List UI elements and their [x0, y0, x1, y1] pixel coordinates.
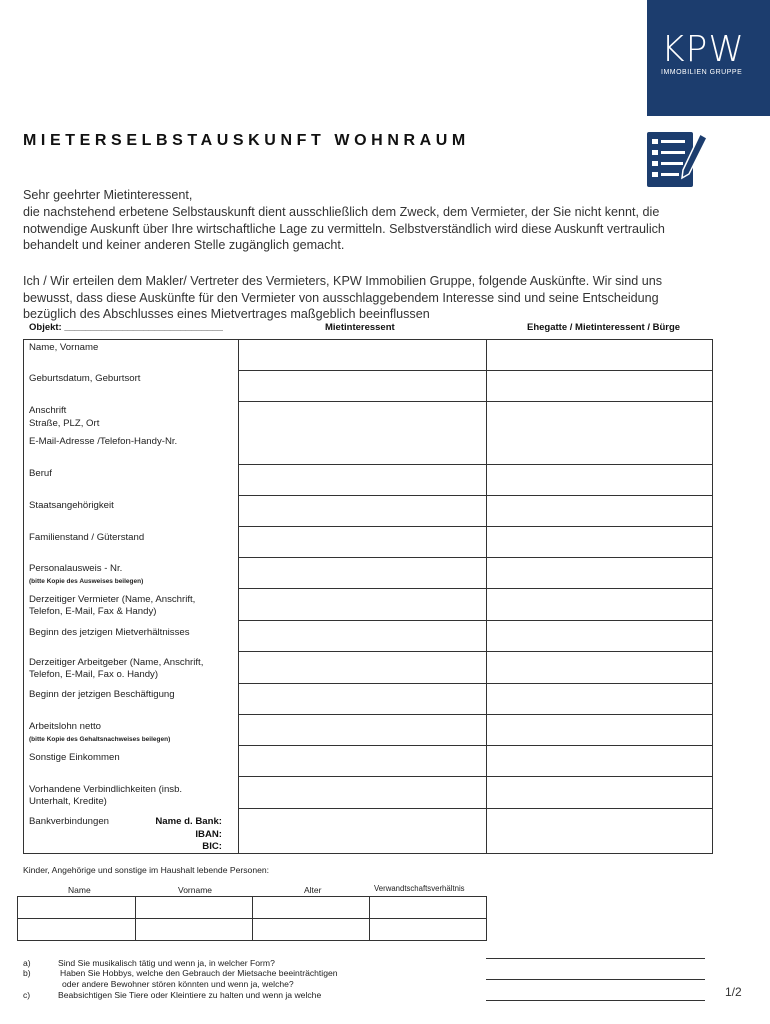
- kids-col-vorname: Vorname: [178, 885, 213, 895]
- bank-bic-label: BIC:: [202, 841, 222, 853]
- objekt-field[interactable]: Objekt: ______________________________: [29, 322, 223, 333]
- form-checklist-icon: [646, 130, 708, 188]
- bank-subfields: [120, 816, 222, 854]
- row-note-id: (bitte Kopie des Ausweises beilegen): [29, 578, 144, 585]
- answer-line-c[interactable]: [486, 1000, 705, 1001]
- row-label-employer: Derzeitiger Arbeitgeber (Name, Anschrift,: [29, 657, 204, 668]
- row-label-email-phone: E-Mail-Adresse /Telefon-Handy-Nr.: [29, 436, 178, 447]
- document-title: MIETERSELBSTAUSKUNFT WOHNRAUM: [23, 132, 470, 149]
- kids-col-name: Name: [68, 885, 91, 895]
- row-label-bank: Bankverbindungen: [29, 816, 110, 827]
- intro-text: die nachstehend erbetene Selbstauskunft dient ausschließlich dem Zweck, dem Vermieter, der Sie nicht kennt, die notwendige Auskunft über Ihre wirtschaftliche Lage zu vermitteln. Selbstverständlich wird diese Auskunft vertraulich behandelt und keiner anderen Stelle zugänglich gemacht.: [23, 205, 665, 253]
- row-label-address: Anschrift: [29, 405, 67, 416]
- bank-iban-label: IBAN:: [195, 828, 222, 840]
- row-label-salary: Arbeitslohn netto: [29, 721, 101, 732]
- logo-wordmark: KPW: [661, 29, 745, 70]
- logo-subtitle: IMMOBILIEN GRUPPE: [661, 69, 743, 76]
- answer-line-b[interactable]: [486, 979, 705, 980]
- row-label-liabilities: Vorhandene Verbindlichkeiten (insb.: [29, 784, 183, 795]
- row-label-nationality: Staatsangehörigkeit: [29, 500, 114, 511]
- intro-greeting: Sehr geehrter Mietinteressent,: [23, 188, 193, 202]
- page-number: 1/2: [725, 985, 742, 999]
- row-label-id: Personalausweis - Nr.: [29, 563, 123, 574]
- question-a-text: Sind Sie musikalisch tätig und wenn ja, in welcher Form?: [58, 958, 275, 968]
- row-label-liabilities-line2: Unterhalt, Kredite): [29, 796, 107, 807]
- question-c-letter: c): [23, 990, 31, 1000]
- row-label-birth: Geburtsdatum, Geburtsort: [29, 373, 141, 384]
- row-label-employer-line2: Telefon, E-Mail, Fax o. Handy): [29, 669, 159, 680]
- row-label-landlord-line2: Telefon, E-Mail, Fax & Handy): [29, 606, 157, 617]
- question-b-text-line2: oder andere Bewohner stören könnten und wenn ja, welche?: [62, 979, 294, 989]
- row-label-employment-start: Beginn der jetzigen Beschäftigung: [29, 689, 175, 700]
- row-label-marital: Familienstand / Güterstand: [29, 532, 145, 543]
- answer-line-a[interactable]: [486, 958, 705, 959]
- row-label-tenancy-start: Beginn des jetzigen Mietverhältnisses: [29, 627, 190, 638]
- column-header-mietinteressent: Mietinteressent: [325, 322, 395, 333]
- question-b-text: Haben Sie Hobbys, welche den Gebrauch der Mietsache beeinträchtigen: [60, 968, 338, 978]
- row-label-landlord: Derzeitiger Vermieter (Name, Anschrift,: [29, 594, 196, 605]
- question-c-text: Beabsichtigen Sie Tiere oder Kleintiere zu halten und wenn ja welche: [58, 990, 322, 1000]
- kids-col-relation: Verwandtschaftsverhältnis: [374, 884, 465, 893]
- intro-text-2: Ich / Wir erteilen dem Makler/ Vertreter des Vermieters, KPW Immobilien Gruppe, folgende Auskünfte. Wir sind uns bewusst, dass diese Auskünfte für den Vermieter von ausschlaggebendem Interesse sind und seine Entscheidung bezüglich des Abschlusses eines Mietvertrages maßgeblich beeinflussen: [23, 274, 663, 322]
- row-label-name: Name, Vorname: [29, 342, 99, 353]
- row-label-job: Beruf: [29, 468, 52, 479]
- row-note-salary: (bitte Kopie des Gehaltsnachweises beilegen): [29, 736, 171, 743]
- question-a-letter: a): [23, 958, 31, 968]
- kids-section-title: Kinder, Angehörige und sonstige im Haushalt lebende Personen:: [23, 865, 270, 875]
- question-b-letter: b): [23, 968, 31, 978]
- bank-name-label: Name d. Bank:: [155, 816, 222, 827]
- column-header-ehegatte: Ehegatte / Mietinteressent / Bürge: [527, 322, 681, 333]
- company-logo: [647, 0, 770, 116]
- kids-col-alter: Alter: [304, 885, 322, 895]
- row-label-address-line2: Straße, PLZ, Ort: [29, 418, 100, 429]
- row-label-other-income: Sonstige Einkommen: [29, 752, 120, 763]
